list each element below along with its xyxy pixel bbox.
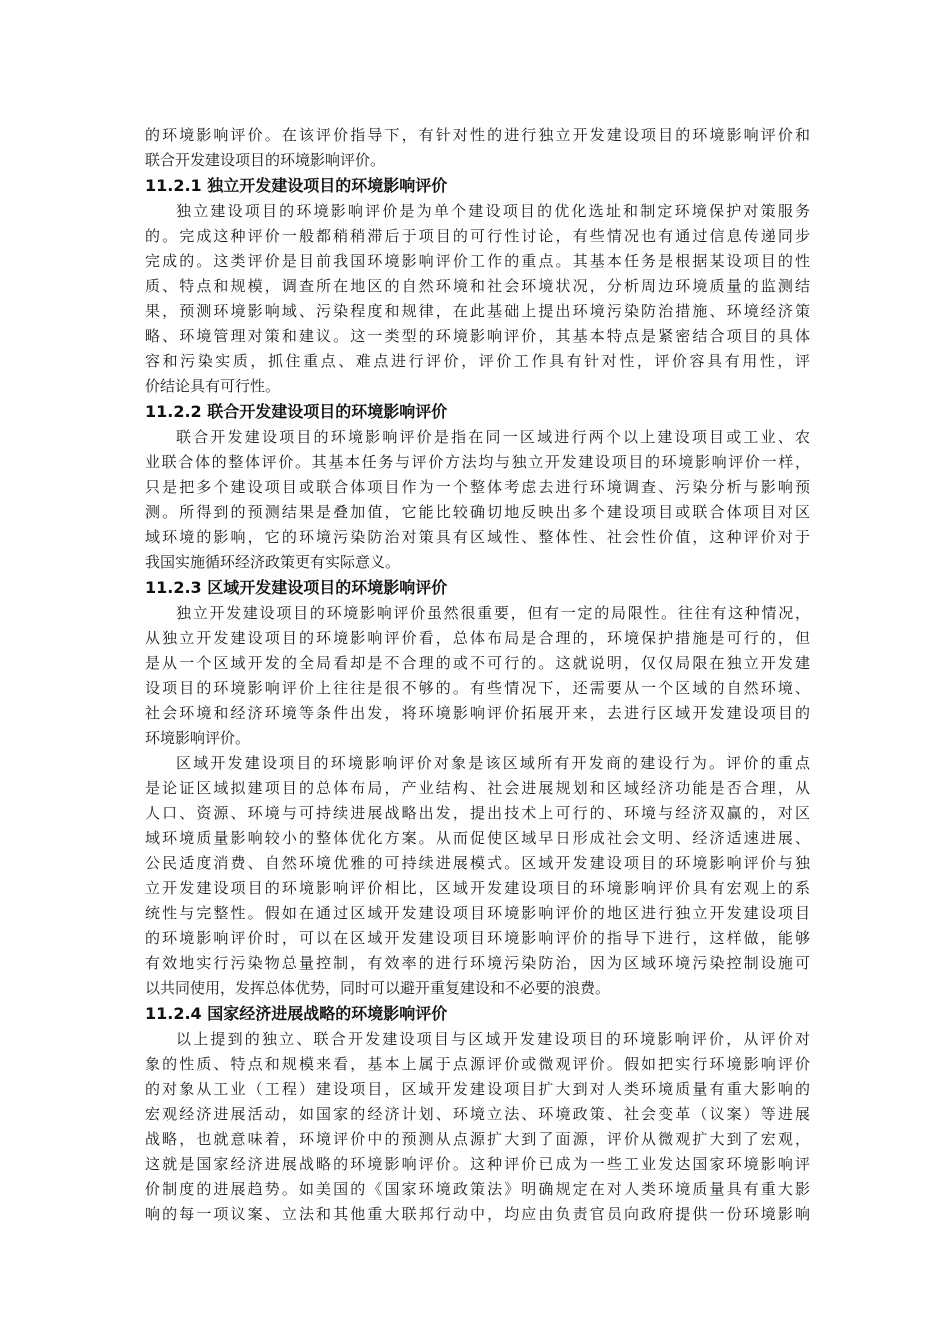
paragraph (145, 425, 810, 575)
text-line: 是从一个区域开发的全局看却是不合理的或不可行的。这就说明，仅仅局限在独立开发建 (145, 654, 810, 672)
text-line: 区域开发建设项目的环境影响评价对象是该区域所有开发商的建设行为。评价的重点 (176, 754, 810, 772)
text-line: 战略，也就意味着，环境评价中的预测从点源扩大到了面源，评价从微观扩大到了宏观， (145, 1130, 810, 1148)
section-heading-11-2-2: 11.2.2 联合开发建设项目的环境影响评价 (145, 402, 448, 421)
text-line: 测。所得到的预测结果是叠加值，它能比较确切地反映出多个建设项目或联合体项目对区 (145, 503, 810, 521)
text-line: 的对象从工业（工程）建设项目，区域开发建设项目扩大到对人类环境质量有重大影响的 (145, 1080, 810, 1098)
text-line: 社会环境和经济环境等条件出发，将环境影响评价拓展开来，去进行区域开发建设项目的 (145, 704, 810, 722)
text-line: 域环境的影响，它的环境污染防治对策具有区域性、整体性、社会性价值，这种评价对于 (145, 528, 810, 546)
text-line: 域环境质量影响较小的整体优化方案。从而促使区域早日形成社会文明、经济适速进展、 (145, 829, 810, 847)
text-line: 容和污染实质，抓住重点、难点进行评价，评价工作具有针对性，评价容具有用性，评 (145, 352, 810, 370)
text-line: 价制度的进展趋势。如美国的《国家环境政策法》明确规定在对人类环境质量具有重大影 (145, 1180, 810, 1198)
paragraph (145, 601, 810, 751)
text-line: 宏观经济进展活动，如国家的经济计划、环境立法、环境政策、社会变革（议案）等进展 (145, 1105, 810, 1123)
text-line: 独立建设项目的环境影响评价是为单个建设项目的优化选址和制定环境保护对策服务 (176, 202, 810, 220)
text-line: 立开发建设项目的环境影响评价相比，区域开发建设项目的环境影响评价具有宏观上的系 (145, 879, 810, 897)
section-heading-11-2-1: 11.2.1 独立开发建设项目的环境影响评价 (145, 176, 448, 195)
text-line: 的环境影响评价。在该评价指导下，有针对性的进行独立开发建设项目的环境影响评价和 (145, 126, 810, 144)
paragraph (145, 1027, 810, 1227)
text-line: 联合开发建设项目的环境影响评价是指在同一区域进行两个以上建设项目或工业、农 (176, 428, 810, 446)
text-line: 从独立开发建设项目的环境影响评价看，总体布局是合理的，环境保护措施是可行的，但 (145, 629, 810, 647)
text-line: 完成的。这类评价是目前我国环境影响评价工作的重点。其基本任务是根据某设项目的性 (145, 252, 810, 270)
text-line: 以共同使用，发挥总体优势，同时可以避开重复建设和不必要的浪费。 (145, 979, 611, 997)
text-line: 象的性质、特点和规模来看，基本上属于点源评价或微观评价。假如把实行环境影响评价 (145, 1055, 810, 1073)
section-heading-11-2-3: 11.2.3 区域开发建设项目的环境影响评价 (145, 578, 448, 597)
text-line: 联合开发建设项目的环境影响评价。 (145, 151, 386, 169)
text-line: 公民适度消费、自然环境优雅的可持续进展模式。区域开发建设项目的环境影响评价与独 (145, 854, 810, 872)
text-line: 的。完成这种评价一般都稍稍滞后于项目的可行性讨论，有些情况也有通过信息传递同步 (145, 227, 810, 245)
text-line: 以上提到的独立、联合开发建设项目与区域开发建设项目的环境影响评价，从评价对 (176, 1030, 810, 1048)
paragraph (145, 199, 810, 399)
intro-paragraph (145, 123, 810, 173)
text-line: 是论证区域拟建项目的总体布局，产业结构、社会进展规划和区域经济功能是否合理，从 (145, 779, 810, 797)
text-line: 设项目的环境影响评价上往往是很不够的。有些情况下，还需要从一个区域的自然环境、 (145, 679, 810, 697)
text-line: 环境影响评价。 (145, 729, 251, 747)
text-line: 这就是国家经济进展战略的环境影响评价。这种评价已成为一些工业发达国家环境影响评 (145, 1155, 810, 1173)
text-line: 人口、资源、环境与可持续进展战略出发，提出技术上可行的、环境与经济双赢的，对区 (145, 804, 810, 822)
text-line: 价结论具有可行性。 (145, 377, 281, 395)
paragraph (145, 751, 810, 1001)
text-line: 果，预测环境影响域、污染程度和规律，在此基础上提出环境污染防治措施、环境经济策 (145, 302, 810, 320)
text-line: 业联合体的整体评价。其基本任务与评价方法均与独立开发建设项目的环境影响评价一样， (145, 453, 810, 471)
document-page (145, 123, 810, 1227)
text-line: 独立开发建设项目的环境影响评价虽然很重要，但有一定的局限性。往往有这种情况， (176, 604, 810, 622)
section-heading-11-2-4: 11.2.4 国家经济进展战略的环境影响评价 (145, 1004, 448, 1023)
text-line: 的环境影响评价时，可以在区域开发建设项目环境影响评价的指导下进行，这样做，能够 (145, 929, 810, 947)
text-line: 质、特点和规模，调查所在地区的自然环境和社会环境状况，分析周边环境质量的监测结 (145, 277, 810, 295)
text-line: 略、环境管理对策和建议。这一类型的环境影响评价，其基本特点是紧密结合项目的具体 (145, 327, 810, 345)
text-line: 响的每一项议案、立法和其他重大联邦行动中，均应由负责官员向政府提供一份环境影响 (145, 1205, 810, 1223)
text-line: 统性与完整性。假如在通过区域开发建设项目环境影响评价的地区进行独立开发建设项目 (145, 904, 810, 922)
text-line: 我国实施循环经济政策更有实际意义。 (145, 553, 401, 571)
text-line: 只是把多个建设项目或联合体项目作为一个整体考虑去进行环境调查、污染分析与影响预 (145, 478, 810, 496)
text-line: 有效地实行污染物总量控制，有效率的进行环境污染防治，因为区域环境污染控制设施可 (145, 954, 810, 972)
